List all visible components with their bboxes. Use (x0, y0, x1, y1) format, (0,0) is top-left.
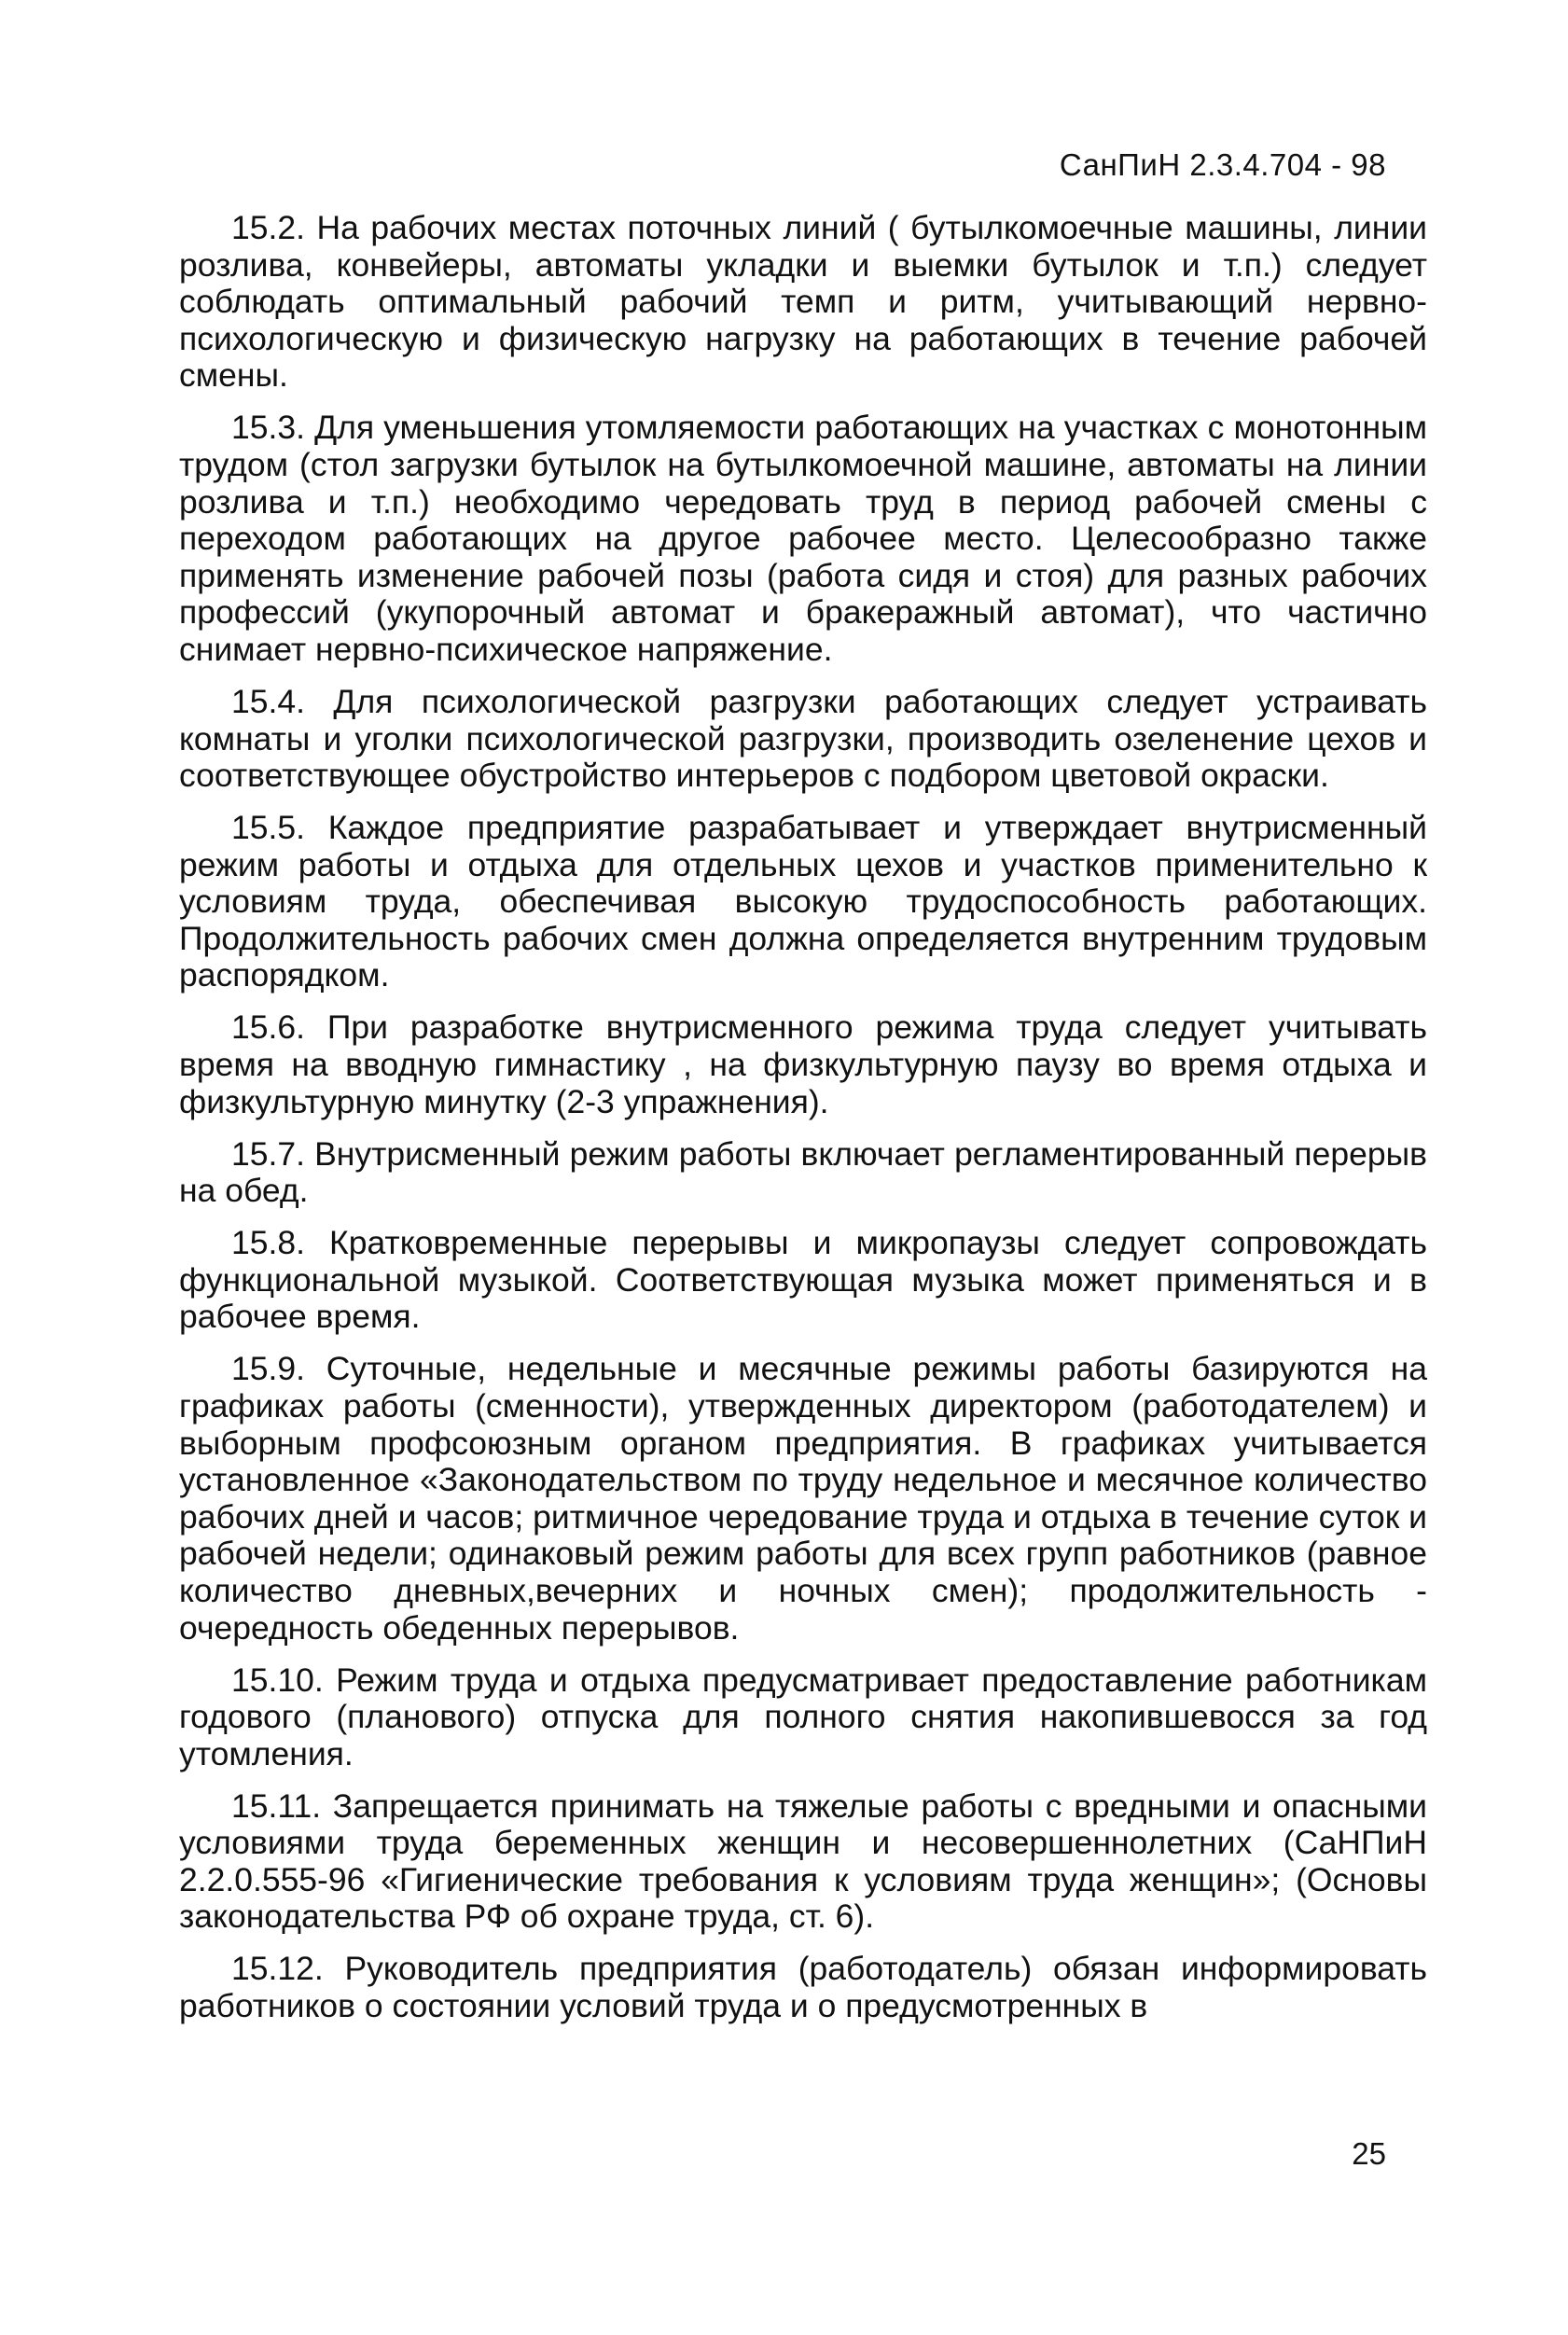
paragraph-15-2: 15.2. На рабочих местах поточных линий ( бутылкомоечные машины, линии розлива, конвейеры, автоматы укладки и выемки бутылок и т.п.) следует соблюдать оптимальный рабочий темп и ритм, учитывающий нервно-психологическую и физическую нагрузку на работающих в течение рабочей смены. (179, 209, 1427, 395)
body-text (179, 210, 1427, 2040)
paragraph-15-11: 15.11. Запрещается принимать на тяжелые работы с вредными и опасными условиями труда беременных женщин и несовершеннолетних (СаНПиН 2.2.0.555-96 «Гигиенические требования к условиям труда женщин»; (Основы законодательства РФ об охране труда, ст. 6). (179, 1786, 1427, 1936)
paragraph-15-7: 15.7. Внутрисменный режим работы включает регламентированный перерыв на обед. (179, 1134, 1427, 1210)
paragraph-15-6: 15.6. При разработке внутрисменного режима труда следует учитывать время на вводную гимнастику , на физкультурную паузу во время отдыха и физкультурную минутку (2-3 упражнения). (179, 1008, 1427, 1120)
paragraph-15-10: 15.10. Режим труда и отдыха предусматривает предоставление работникам годового (планового) отпуска для полного снятия накопившевосся за год утомления. (179, 1661, 1427, 1772)
paragraph-15-9: 15.9. Суточные, недельные и месячные режимы работы базируются на графиках работы (сменности), утвержденных директором (работодателем) и выборным профсоюзным органом предприятия. В графиках учитывается установленное «Законодательством по труду недельное и месячное количество рабочих дней и часов; ритмичное чередование труда и отдыха в течение суток и рабочей недели; одинаковый режим работы для всех групп работников (равное количество дневных,вечерних и ночных смен); продолжительность - очередность обеденных перерывов. (179, 1350, 1427, 1647)
paragraph-15-5: 15.5. Каждое предприятие разрабатывает и утверждает внутрисменный режим работы и отдыха для отдельных цехов и участков применительно к условиям труда, обеспечивая высокую трудоспособность работающих. Продолжительность рабочих смен должна определяется внутренним трудовым распорядком. (179, 809, 1427, 994)
page-number: 25 (1352, 2136, 1386, 2171)
paragraph-15-4: 15.4. Для психологической разгрузки работающих следует устраивать комнаты и уголки психологической разгрузки, производить озеленение цехов и соответствующее обустройство интерьеров с подбором цветовой окраски. (179, 682, 1427, 795)
paragraph-15-12: 15.12. Руководитель предприятия (работодатель) обязан информировать работников о состоянии условий труда и о предусмотренных в (179, 1950, 1427, 2025)
paragraph-15-8: 15.8. Кратковременные перерывы и микропаузы следует сопровождать функциональной музыкой. Соответствующая музыка может применяться и в рабочее время. (179, 1224, 1427, 1336)
running-header: СанПиН 2.3.4.704 - 98 (1059, 147, 1386, 182)
paragraph-15-3: 15.3. Для уменьшения утомляемости работающих на участках с монотонным трудом (стол загрузки бутылок на бутылкомоечной машине, автоматы на линии розлива и т.п.) необходимо чередовать труд в период рабочей смены с переходом работающих на другое рабочее место. Целесообразно также применять изменение рабочей позы (работа сидя и стоя) для разных рабочих профессий (укупорочный автомат и бракеражный автомат), что частично снимает нервно-психическое напряжение. (179, 409, 1427, 668)
